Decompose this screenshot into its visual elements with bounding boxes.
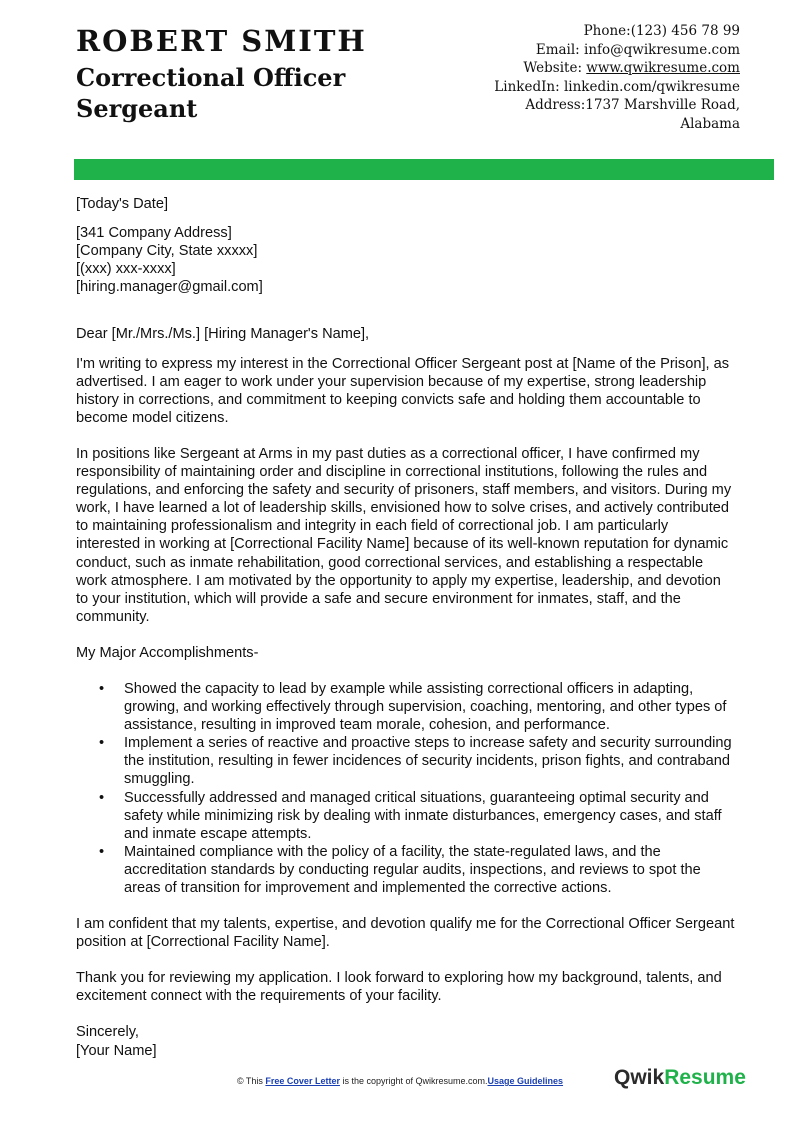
contact-block [494,22,740,134]
accomplishment-text: Successfully addressed and managed critical situations, guaranteeing optimal security and safety while minimizing risk by dealing with inmate disturbances, emergency cases, and staff and inmate escape attempts. [124,789,722,842]
copyright-icon: © [236,1076,244,1086]
contact-website [494,59,740,78]
bullet-icon: • [99,735,105,752]
logo-part-qwik: Qwik [614,1066,665,1089]
bullet-icon: • [99,680,105,697]
logo-part-resume: Resume [664,1066,746,1089]
free-cover-letter-link[interactable]: Free Cover Letter [265,1076,340,1086]
accomplishments-heading: My Major Accomplishments- [76,644,259,661]
contact-linkedin: LinkedIn: linkedin.com/qwikresume [494,78,740,95]
qwikresume-logo [614,1066,746,1090]
signature: [Your Name] [76,1042,157,1059]
contact-address-line1: Address:1737 Marshville Road, [525,97,740,114]
accomplishment-text: Implement a series of reactive and proactive steps to increase safety and security surrounding the institution, resulting in fewer incidences of security incidents, prison fights, and contraband smuggling. [124,735,732,788]
company-phone: [(xxx) xxx-xxxx] [76,261,176,278]
paragraph-confidence: I am confident that my talents, expertise, and devotion qualify me for the Correctional Officer Sergeant position at [Correctional Facility Name]. [76,916,735,951]
closing: Sincerely, [76,1024,139,1041]
bullet-icon: • [99,789,105,806]
paragraph-experience: In positions like Sergeant at Arms in my past duties as a correctional officer, I have confirmed my responsibility of maintaining order and discipline in correctional institutions, following the rules and regulations, and enforcing the safety and security of prisoners, staff members, and visitors. During my work, I have learned a lot of leadership skills, envisioned how to solve crises, and actively contributed to maintaining professionalism and integrity in each field of correctional job. I am particularly interested in working at [Correctional Facility Name] because of its well-known reputation for dynamic conduct, such as inmate rehabilitation, good correctional services, and establishing a respectable work atmosphere. I am motivated by the opportunity to apply my expertise, leadership, and devotion to your institution, which will provide a safe and secure environment for inmates, staff, and the community. [76,445,732,625]
contact-phone: Phone:(123) 456 78 99 [583,23,740,39]
bullet-icon: • [99,843,105,860]
applicant-name: ROBERT SMITH [76,24,367,58]
list-item [99,680,736,734]
header-divider-bar [74,159,774,180]
paragraph-thanks: Thank you for reviewing my application. I look forward to exploring how my background, talents, and excitement connect with the requirements of your facility. [76,970,722,1005]
website-link[interactable]: www.qwikresume.com [586,60,740,77]
accomplishment-text: Maintained compliance with the policy of a facility, the state-regulated laws, and the accreditation standards by conducting regular audits, inspections, and reviews to spot the areas of transition for improvement and implemented the corrective actions. [124,843,701,896]
paragraph-intro: I'm writing to express my interest in the Correctional Officer Sergeant post at [Name of the Prison], as advertised. I am eager to work under your supervision because of my expertise, strong leadership history in corrections, and commitment to keeping convicts safe and holding them accountable to become model citizens. [76,355,730,426]
salutation: Dear [Mr./Mrs./Ms.] [Hiring Manager's Name], [76,326,370,343]
usage-guidelines-link[interactable]: Usage Guidelines [487,1076,564,1086]
website-label: Website: [523,60,587,77]
job-title: Correctional Officer Sergeant [76,63,346,123]
accomplishments-list [76,680,736,897]
list-item [99,789,736,843]
footer-text-mid: is the copyright of Qwikresume.com. [339,1076,488,1086]
company-city: [Company City, State xxxxx] [76,243,258,260]
accomplishment-text: Showed the capacity to lead by example while assisting correctional officers in adapting, growing, and working effectively through supervision, coaching, mentoring, and other types of assistance, resulting in improved team morale, cohesion, and performance. [124,680,727,734]
letter-body [76,195,736,1060]
hiring-manager-email: [hiring.manager@gmail.com] [76,279,263,296]
footer-text-pre: This [243,1076,266,1086]
todays-date: [Today's Date] [76,196,169,212]
contact-email: Email: info@qwikresume.com [535,41,740,58]
company-address: [341 Company Address] [76,225,232,242]
contact-address-line2: Alabama [680,115,740,132]
list-item [99,734,736,788]
list-item [99,843,736,897]
